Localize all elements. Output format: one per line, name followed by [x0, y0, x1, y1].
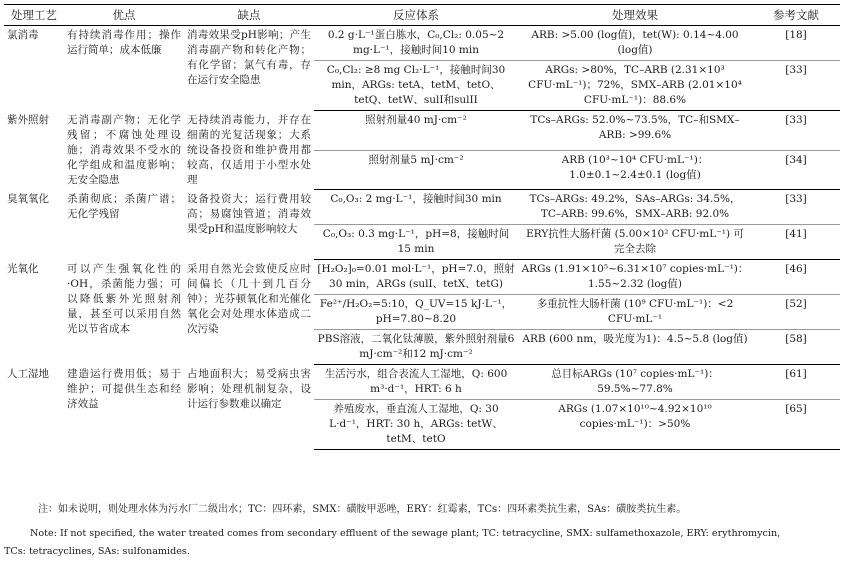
- disadvantages-cell: 设备投资大；运行费用较高；易腐蚀管道；消毒效果受pH和温度影响较大: [187, 192, 311, 235]
- header-tech: 处理工艺: [4, 5, 64, 26]
- disadvantages-cell: 采用自然光会致使反应时间偏长（几十到几百分钟）；光芬顿氧化和光催化氧化会对处理水体造成二次污染: [187, 262, 311, 335]
- reaction-system-cell: 养殖废水，垂直流人工湿地，Q: 30 L·d⁻¹，HRT: 30 h，ARGs: tetW、tetM、tetO: [314, 400, 518, 450]
- table-row: [4, 190, 840, 225]
- reference-cell: [33]: [752, 61, 840, 111]
- advantages-cell: 杀菌彻底；杀菌广谱；无化学残留: [67, 192, 181, 220]
- advantages-cell: 无消毒副产物；无化学残留；不腐蚀处理设施；消毒效果不受水的化学组成和温度影响；无安全隐患: [67, 113, 181, 186]
- effect-cell: ARGs (1.07×10¹⁰~4.92×10¹⁰ copies·mL⁻¹)：>50%: [518, 400, 752, 450]
- tech-name: 光氧化: [7, 262, 39, 275]
- header-effect: 处理效果: [518, 5, 752, 26]
- table-row: [4, 111, 840, 151]
- reference-cell: [61]: [752, 365, 840, 400]
- reaction-system-cell: 0.2 g·L⁻¹蛋白胨水，C₀,Cl₂: 0.05~2 mg·L⁻¹，接触时间10 min: [314, 26, 518, 61]
- header-advantages: 优点: [64, 5, 184, 26]
- tech-name: 人工湿地: [7, 367, 49, 380]
- reference-cell: [65]: [752, 400, 840, 450]
- effect-cell: ERY抗性大肠杆菌 (5.00×10² CFU·mL⁻¹) 可完全去除: [518, 225, 752, 260]
- reference-cell: [34]: [752, 150, 840, 190]
- reaction-system-cell: Fe²⁺/H₂O₂=5:10，Q_UV=15 kJ·L⁻¹，pH=7.80~8.20: [314, 295, 518, 330]
- reaction-system-cell: [H₂O₂]₀=0.01 mol·L⁻¹，pH=7.0，照射30 min，ARGs (sulI、tetX、tetG): [314, 260, 518, 295]
- reaction-system-cell: C₀,O₃: 2 mg·L⁻¹，接触时间30 min: [314, 190, 518, 225]
- advantages-cell: 可以产生强氧化性的·OH，杀菌能力强；可以降低紫外光照射剂量，甚至可以采用自然光以节省成本: [67, 262, 181, 335]
- disadvantages-cell: 消毒效果受pH影响；产生消毒副产物和转化产物；有化学留；氯气有毒，存在运行安全隐患: [187, 29, 311, 86]
- table-header-row: [4, 5, 840, 26]
- table-note-english-line1: Note: If not specified, the water treated comes from secondary effluent of the sewage plant; TC: tetracycline, SMX: sulfamethoxazole, ERY: erythromycin,: [30, 528, 781, 539]
- reaction-system-cell: PBS溶液，二氧化钛薄膜，紫外照射剂量6 mJ·cm⁻²和12 mJ·cm⁻²: [314, 330, 518, 365]
- reference-cell: [52]: [752, 295, 840, 330]
- effect-cell: TCs–ARGs: 49.2%，SAs–ARGs: 34.5%，TC–ARB: 99.6%，SMX–ARB: 92.0%: [518, 190, 752, 225]
- table-row: [4, 26, 840, 61]
- header-reference: 参考文献: [752, 5, 840, 26]
- reference-cell: [33]: [752, 111, 840, 151]
- reaction-system-cell: 照射剂量5 mJ·cm⁻²: [314, 150, 518, 190]
- table-row: [4, 365, 840, 400]
- table-note-chinese: 注：如未说明，则处理水体为污水厂二级出水；TC：四环素，SMX：磺胺甲恶唑，ERY：红霉素，TCs：四环素类抗生素，SAs：磺胺类抗生素。: [38, 504, 687, 515]
- table-note-english-line2: TCs: tetracyclines, SAs: sulfonamides.: [4, 546, 190, 557]
- reaction-system-cell: 照射剂量40 mJ·cm⁻²: [314, 111, 518, 151]
- tech-name: 臭氧氧化: [7, 192, 49, 205]
- table-row: [4, 260, 840, 295]
- tech-name: 氯消毒: [7, 29, 39, 41]
- reaction-system-cell: C₀,Cl₂: ≥8 mg Cl₂·L⁻¹，接触时间30 min，ARGs: tetA、tetM、tetO、tetQ、tetW、sulI和sulII: [314, 61, 518, 111]
- advantages-cell: 建造运行费用低；易于维护；可提供生态和经济效益: [67, 367, 181, 410]
- treatment-comparison-table: [4, 4, 840, 450]
- tech-name: 紫外照射: [7, 113, 49, 126]
- effect-cell: 多重抗性大肠杆菌 (10⁹ CFU·mL⁻¹)：<2 CFU·mL⁻¹: [518, 295, 752, 330]
- reaction-system-cell: 生活污水，组合表流人工湿地，Q: 600 m³·d⁻¹，HRT: 6 h: [314, 365, 518, 400]
- effect-cell: ARGs (1.91×10⁵~6.31×10⁷ copies·mL⁻¹)：1.55~2.32 (log值): [518, 260, 752, 295]
- reference-cell: [18]: [752, 26, 840, 61]
- reference-cell: [41]: [752, 225, 840, 260]
- header-disadvantages: 缺点: [184, 5, 314, 26]
- effect-cell: ARB (600 nm，吸光度为1)：4.5~5.8 (log值): [518, 330, 752, 365]
- advantages-cell: 有持续消毒作用；操作运行简单；成本低廉: [67, 29, 181, 56]
- disadvantages-cell: 无持续消毒能力，并存在细菌的光复活现象；大系统设备投资和维护费用都较高，仅适用于小型水处理: [187, 113, 311, 186]
- reference-cell: [46]: [752, 260, 840, 295]
- disadvantages-cell: 占地面积大；易受病虫害影响；处理机制复杂，设计运行参数难以确定: [187, 367, 311, 410]
- reference-cell: [58]: [752, 330, 840, 365]
- effect-cell: ARB: >5.00 (log值)，tet(W): 0.14~4.00 (log值): [518, 26, 752, 61]
- reaction-system-cell: C₀,O₃: 0.3 mg·L⁻¹，pH=8，接触时间15 min: [314, 225, 518, 260]
- effect-cell: ARGs: >80%，TC–ARB (2.31×10³ CFU·mL⁻¹)；72%，SMX–ARB (2.01×10⁴ CFU·mL⁻¹)：88.6%: [518, 61, 752, 111]
- reference-cell: [33]: [752, 190, 840, 225]
- effect-cell: ARB (10³~10⁴ CFU·mL⁻¹)：1.0±0.1~2.4±0.1 (log值): [518, 150, 752, 190]
- effect-cell: 总目标ARGs (10⁷ copies·mL⁻¹)：59.5%~77.8%: [518, 365, 752, 400]
- effect-cell: TCs–ARGs: 52.0%~73.5%，TC–和SMX–ARB: >99.6%: [518, 111, 752, 151]
- header-reaction-system: 反应体系: [314, 5, 518, 26]
